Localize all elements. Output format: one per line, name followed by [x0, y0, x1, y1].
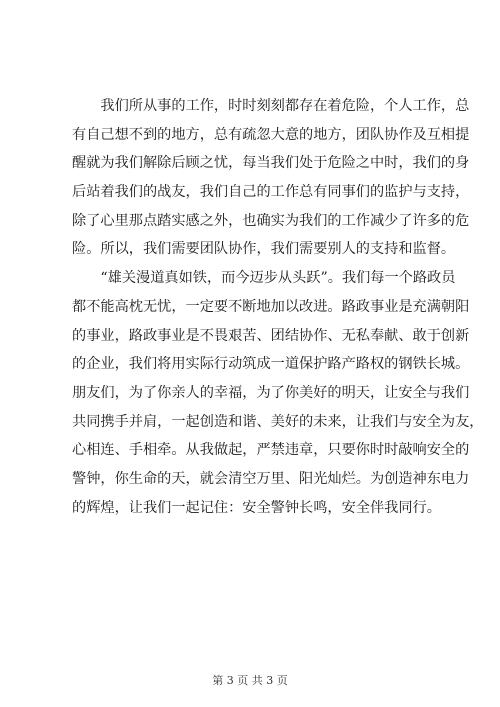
body-text: [72, 92, 484, 522]
text-line: 有自己想不到的地方，总有疏忽大意的地方，团队协作及互相提: [72, 126, 470, 143]
text-line: 后站着我们的战友，我们自己的工作总有同事们的监护与支持，: [72, 184, 470, 201]
text-line: 除了心里那点踏实感之外，也确实为我们的工作减少了许多的危: [72, 212, 470, 229]
text-line: 险。所以，我们需要团队协作，我们需要别人的支持和监督。: [72, 241, 456, 258]
text-line: 警钟，你生命的天，就会清空万里、阳光灿烂。为创造神东电力: [72, 470, 470, 487]
text-line: 醒就为我们解除后顾之忧，每当我们处于危险之中时，我们的身: [72, 155, 470, 172]
text-line: 的事业，路政事业是不畏艰苦、团结协作、无私奉献、敢于创新: [72, 327, 470, 344]
text-line: 共同携手并肩，一起创造和谐、美好的未来，让我们与安全为友，: [72, 413, 484, 430]
page-number-footer: 第 3 页 共 3 页: [212, 674, 288, 687]
text-line: 心相连、手相牵。从我做起，严禁违章，只要你时时敲响安全的: [72, 442, 470, 459]
text-line: “雄关漫道真如铁，而今迈步从头跃”。我们每一个路政员: [72, 270, 456, 287]
text-line: 的辉煌，让我们一起记住：安全警钟长鸣，安全伴我同行。: [72, 499, 441, 516]
text-line: 的企业，我们将用实际行动筑成一道保护路产路权的钢铁长城。: [72, 356, 470, 373]
text-line: 我们所从事的工作，时时刻刻都存在着危险，个人工作，总: [72, 98, 470, 114]
text-line: 都不能高枕无忧，一定要不断地加以改进。路政事业是充满朝阳: [72, 298, 470, 315]
text-line: 朋友们，为了你亲人的幸福，为了你美好的明天，让安全与我们: [72, 384, 470, 401]
